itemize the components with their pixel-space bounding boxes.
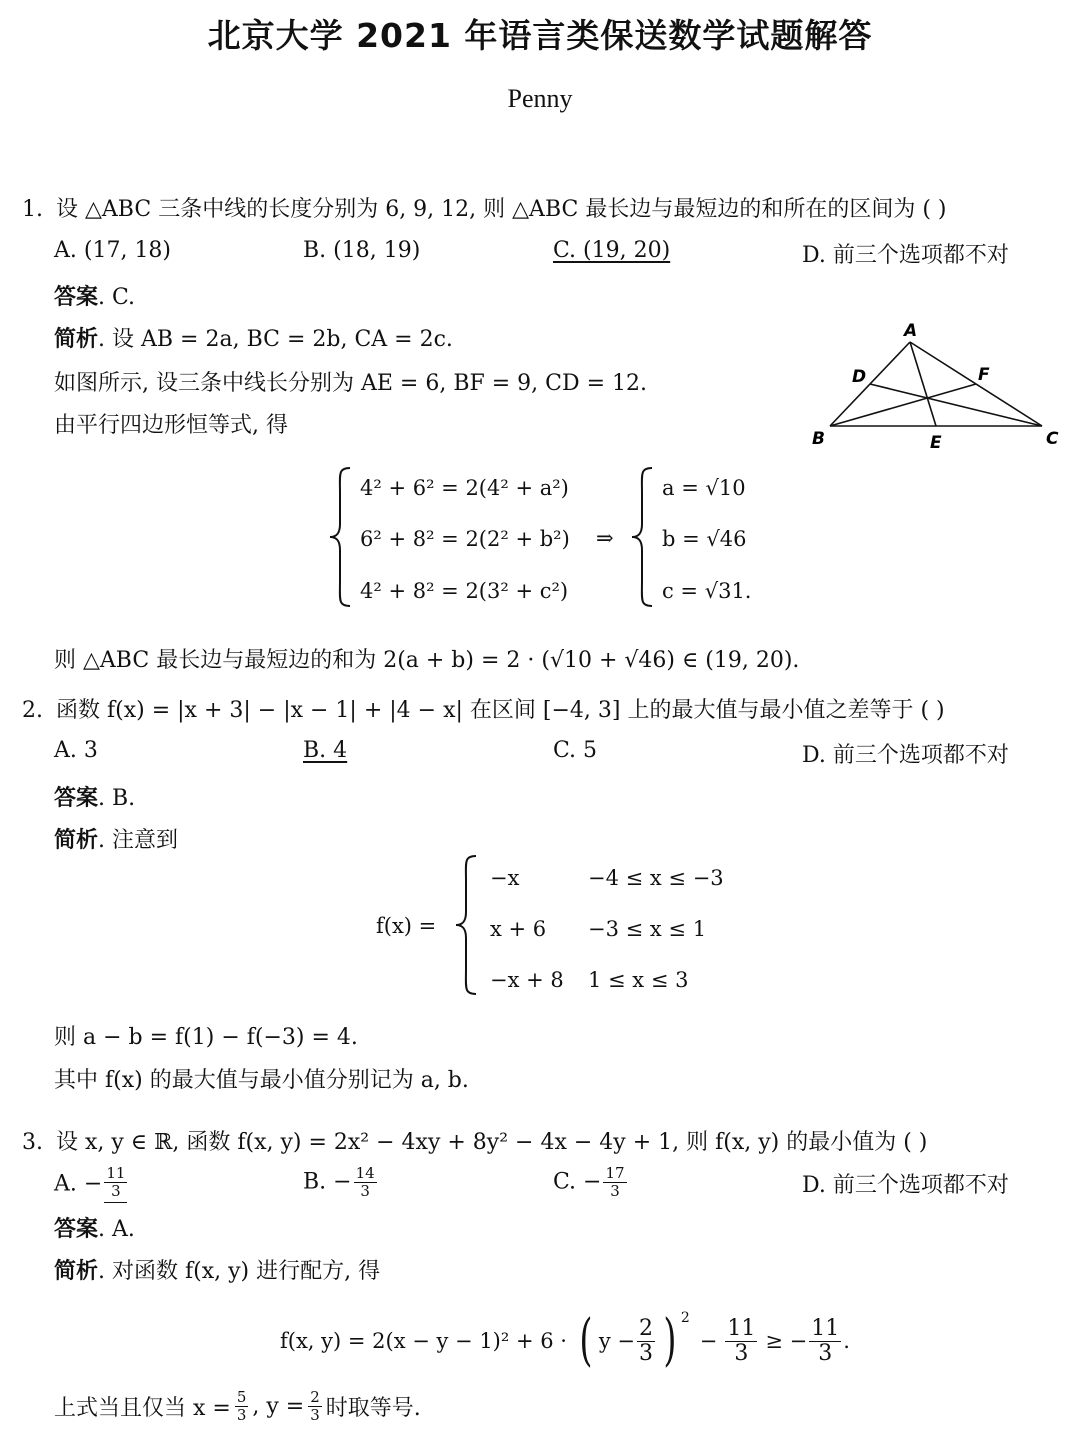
- q3-option-b-prefix: B. −: [303, 1169, 352, 1195]
- q1-answer: [54, 280, 135, 311]
- right-brace: [628, 464, 658, 610]
- q2-piece-2-expr: x + 6: [490, 917, 547, 941]
- point-e-label: E: [930, 433, 942, 453]
- q3-option-a-frac: [104, 1166, 127, 1203]
- frac-den: 3: [818, 1340, 833, 1366]
- frac-num: 11: [106, 1164, 126, 1182]
- triangle-figure: [800, 318, 1070, 458]
- left-brace: [326, 464, 356, 610]
- analysis-label: 简析: [54, 326, 99, 352]
- q3-option-b: [303, 1166, 379, 1199]
- q2-option-d: D. 前三个选项都不对: [802, 743, 1009, 768]
- q1-analysis-text-1: . 设 AB = 2a, BC = 2b, CA = 2c.: [98, 327, 453, 352]
- q3-stem-text: 设 x, y ∈ ℝ, 函数 f(x, y) = 2x² − 4xy + 8y² − 4x − 4y + 1, 则 f(x, y) 的最小值为 ( ): [56, 1130, 928, 1155]
- frac-num: 5: [236, 1388, 247, 1406]
- q2-piece-2-cond: −3 ≤ x ≤ 1: [588, 917, 707, 941]
- q1-eq-1: 4² + 6² = 2(4² + a²): [360, 476, 569, 500]
- median-ae: [910, 342, 936, 426]
- q1-analysis-2: 如图所示, 设三条中线长分别为 AE = 6, BF = 9, CD = 12.: [54, 371, 648, 396]
- q1-eq-2: 6² + 8² = 2(2² + b²): [360, 527, 570, 551]
- frac-num: 11: [811, 1315, 840, 1341]
- frac-den: 3: [111, 1182, 121, 1200]
- point-a-label: A: [904, 321, 918, 341]
- q1-stem-text: 设 △ABC 三条中线的长度分别为 6, 9, 12, 则 △ABC 最长边与最短边的和所在的区间为 ( ): [56, 197, 947, 222]
- q3-final-part-b: , y =: [252, 1394, 305, 1419]
- q2-number: 2.: [22, 698, 43, 723]
- q3-formula-frac-2: [725, 1315, 757, 1366]
- analysis-label: 简析: [54, 827, 99, 853]
- analysis-label: 简析: [54, 1258, 99, 1284]
- q1-sol-b: b = √46: [662, 527, 747, 551]
- q3-stem: [22, 1125, 927, 1156]
- answer-label: 答案: [54, 1216, 99, 1242]
- frac-num: 17: [605, 1164, 625, 1182]
- frac-den: 3: [360, 1182, 370, 1200]
- q1-option-d: D. 前三个选项都不对: [802, 243, 1009, 268]
- q3-answer-value: . A.: [98, 1217, 135, 1242]
- q3-formula-part-c: −: [699, 1329, 718, 1353]
- q3-number: 3.: [22, 1130, 43, 1155]
- author: Penny: [507, 84, 573, 113]
- q1-sol-c: c = √31.: [662, 579, 752, 603]
- q2-stem: [22, 693, 945, 724]
- q3-option-a: [54, 1166, 129, 1203]
- frac-num: 2: [310, 1388, 320, 1406]
- q1-option-a: A. (17, 18): [54, 238, 172, 263]
- point-d-label: D: [852, 367, 867, 387]
- q2-analysis-text-1: . 注意到: [98, 828, 179, 853]
- answer-label: 答案: [54, 785, 99, 811]
- q2-piece-1-expr: −x: [490, 866, 520, 890]
- q1-option-c: C. (19, 20): [553, 238, 671, 263]
- q3-option-c-frac: [603, 1166, 626, 1199]
- q1-conclusion: 则 △ABC 最长边与最短边的和为 2(a + b) = 2 · (√10 + √46) ∈ (19, 20).: [54, 648, 800, 673]
- q1-number: 1.: [22, 197, 43, 222]
- q3-option-c-prefix: C. −: [553, 1169, 602, 1195]
- page-title: 北京大学 2021 年语言类保送数学试题解答: [207, 16, 873, 55]
- q3-formula: [280, 1310, 850, 1372]
- q2-answer-value: . B.: [98, 786, 136, 811]
- q2-piece-3-cond: 1 ≤ x ≤ 3: [588, 968, 689, 992]
- q1-stem: [22, 192, 947, 223]
- frac-den: 3: [310, 1406, 320, 1424]
- frac-num: 11: [727, 1315, 756, 1341]
- q3-formula-part-a: f(x, y) = 2(x − y − 1)² + 6 ·: [280, 1329, 567, 1353]
- q2-piece-3-expr: −x + 8: [490, 968, 564, 992]
- q3-analysis-1: [54, 1254, 380, 1285]
- q1-sol-a: a = √10: [662, 476, 746, 500]
- q3-formula-part-e: .: [843, 1329, 850, 1353]
- q3-analysis-text-1: . 对函数 f(x, y) 进行配方, 得: [98, 1259, 381, 1284]
- frac-den: 3: [638, 1340, 653, 1366]
- q2-piecewise-lhs: f(x) =: [376, 914, 437, 938]
- frac-num: 14: [355, 1164, 375, 1182]
- frac-den: 3: [610, 1182, 620, 1200]
- point-c-label: C: [1046, 429, 1059, 449]
- q1-analysis-1: [54, 322, 453, 353]
- q3-final-frac-1: [235, 1390, 249, 1423]
- q3-final-frac-2: [308, 1390, 322, 1423]
- q3-final-part-a: 上式当且仅当 x =: [54, 1396, 231, 1421]
- q3-option-c: [553, 1166, 629, 1199]
- left-paren: (: [579, 1308, 593, 1373]
- q2-option-a: A. 3: [54, 738, 98, 763]
- q3-option-a-prefix: A. −: [54, 1171, 103, 1197]
- q1-analysis-3: 由平行四边形恒等式, 得: [54, 413, 288, 438]
- q2-conclusion-2: 其中 f(x) 的最大值与最小值分别记为 a, b.: [54, 1068, 469, 1093]
- q2-answer: [54, 781, 135, 812]
- frac-num: 2: [638, 1315, 653, 1341]
- frac-den: 3: [236, 1406, 247, 1424]
- q3-final: [54, 1390, 421, 1423]
- q2-option-b: B. 4: [303, 738, 348, 763]
- q3-formula-frac-3: [809, 1315, 841, 1366]
- q1-option-b: B. (18, 19): [303, 238, 421, 263]
- q2-analysis-1: [54, 823, 178, 854]
- q2-stem-text: 函数 f(x) = |x + 3| − |x − 1| + |4 − x| 在区间 [−4, 3] 上的最大值与最小值之差等于 ( ): [56, 698, 945, 723]
- q1-answer-value: . C.: [98, 285, 136, 310]
- q3-formula-part-d: ≥ −: [765, 1329, 808, 1353]
- q2-option-c: C. 5: [553, 738, 598, 763]
- square-exponent: 2: [680, 1310, 690, 1326]
- q3-option-d: D. 前三个选项都不对: [802, 1173, 1009, 1198]
- q3-answer: [54, 1212, 135, 1243]
- piecewise-brace: [452, 852, 482, 998]
- implies-arrow: ⇒: [596, 526, 614, 550]
- q3-option-b-frac: [354, 1166, 377, 1199]
- q2-piece-1-cond: −4 ≤ x ≤ −3: [588, 866, 724, 890]
- q3-final-part-c: 时取等号.: [325, 1396, 421, 1421]
- frac-den: 3: [734, 1340, 749, 1366]
- q3-formula-part-b: y −: [598, 1329, 635, 1353]
- answer-label: 答案: [54, 284, 99, 310]
- point-f-label: F: [978, 365, 990, 385]
- q3-formula-frac-1: [637, 1315, 655, 1366]
- q2-conclusion-1: 则 a − b = f(1) − f(−3) = 4.: [54, 1025, 358, 1050]
- point-b-label: B: [812, 429, 825, 449]
- q1-eq-3: 4² + 8² = 2(3² + c²): [360, 579, 569, 603]
- right-paren: ): [663, 1308, 677, 1373]
